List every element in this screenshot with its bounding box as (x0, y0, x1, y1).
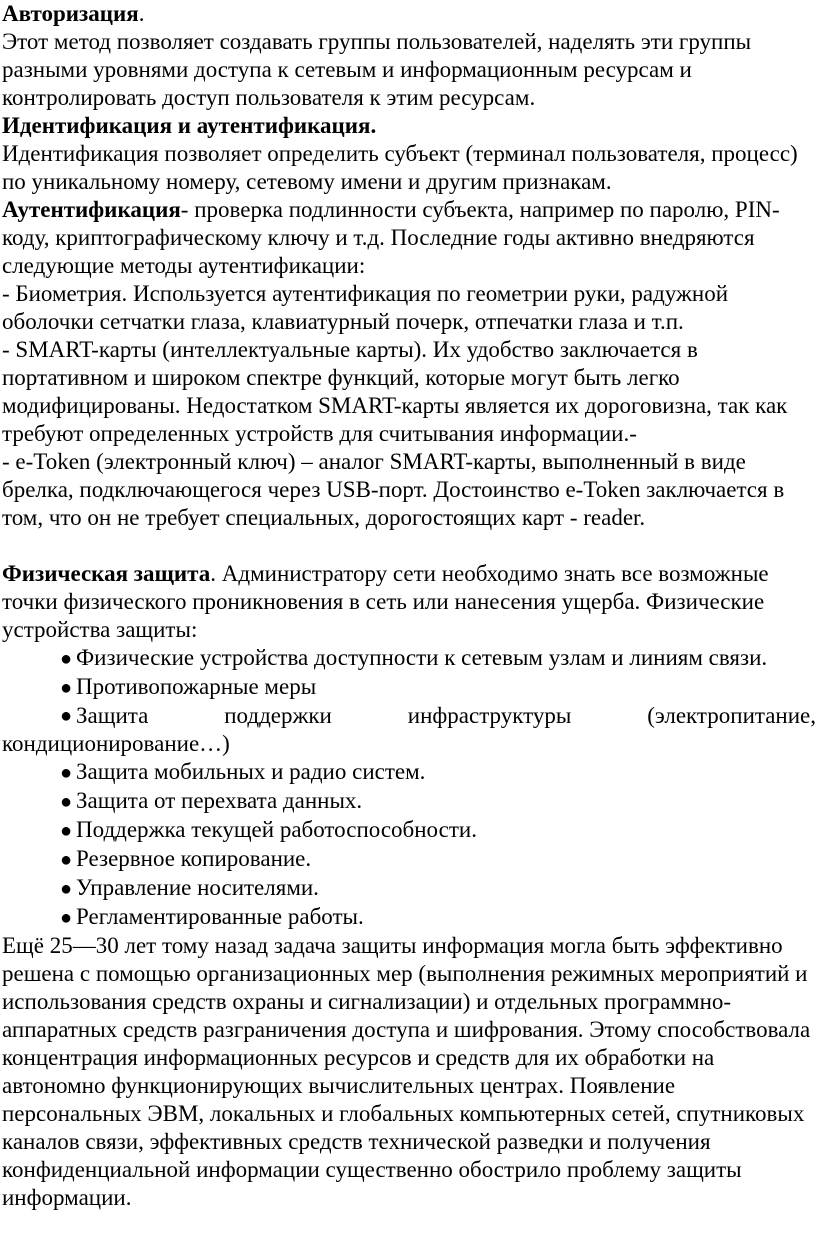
bullet-icon: ● (60, 705, 73, 727)
phys-paragraph (2, 560, 816, 644)
list-item-text: Резервное копирование. (76, 846, 312, 871)
list-item-text: Противопожарные меры (76, 674, 317, 699)
list-item-text: Физические устройства доступности к сетевым узлам и линиям связи. (76, 645, 768, 670)
list-item-infra (2, 702, 816, 730)
ident-heading: Идентификация и аутентификация. (2, 113, 377, 138)
list-item-text: Защита от перехвата данных. (76, 788, 363, 813)
bullet-icon: ● (60, 677, 73, 699)
infra-word: (электропитание, (647, 703, 816, 728)
ident-paragraph: Идентификация позволяет определить субъект (терминал пользователя, процесс) по уникальному номеру, сетевому имени и другим признакам. (2, 141, 798, 194)
blank-line (2, 532, 816, 560)
list-item-text: Защита мобильных и радио систем. (76, 759, 426, 784)
auth-heading-line (2, 0, 816, 28)
list-item (2, 903, 816, 932)
phys-heading: Физическая защита (2, 561, 211, 586)
biometry-item: - Биометрия. Используется аутентификация по геометрии руки, радужной оболочки сетчатки глаза, клавиатурный почерк, отпечатки глаза и т.п. (2, 281, 729, 334)
phys-intro: . Администратору сети необходимо знать все возможные точки физического проникновения в сеть или нанесения ущерба. Физические устройства защиты: (2, 561, 769, 642)
list-item (2, 874, 816, 903)
list-item-text: Поддержка текущей работоспособности. (76, 817, 477, 842)
bullet-icon: ● (60, 878, 73, 900)
list-item (2, 644, 816, 673)
list-item-text: Управление носителями. (76, 875, 319, 900)
bullet-icon: ● (60, 648, 73, 670)
auth-paragraph: Этот метод позволяет создавать группы пользователей, наделять эти группы разными уровнями доступа к сетевым и информационным ресурсам и контролировать доступ пользователя к этим ресурсам. (2, 29, 752, 110)
bullet-icon: ● (60, 820, 73, 842)
auth-heading-suffix: . (138, 1, 145, 26)
auth-heading: Авторизация (2, 1, 139, 26)
history-paragraph: Ещё 25—30 лет тому назад задача защиты информация могла быть эффективно решена с помощью организационных мер (выполнения режимных мероприятий и использования средств охраны и сигнализации) и отдельных программно-аппаратных средств разграничения доступа и шифрования. Этому способствовала концентрация информационных ресурсов и средств для их обработки на автономно функционирующих вычислительных центрах. Появление персональных ЭВМ, локальных и глобальных компьютерных сетей, спутниковых каналов связи, эффективных средств технической разведки и получения конфиденциальной информации существенно обострило проблему защиты информации. (2, 933, 811, 1210)
etoken-item: - e-Token (электронный ключ) – аналог SMART-карты, выполненный в виде брелка, подключающегося через USB-порт. Достоинство e-Token заключается в том, что он не требует специальных, дорогостоящих карт - reader. (2, 449, 785, 530)
phys-list (2, 644, 816, 932)
bullet-icon: ● (60, 791, 73, 813)
authn-paragraph (2, 196, 816, 280)
bullet-icon: ● (60, 907, 73, 929)
authn-term: Аутентификация (2, 197, 181, 222)
list-item (2, 758, 816, 787)
infra-word: поддержки (224, 703, 332, 728)
list-item (2, 845, 816, 874)
infra-continuation: кондиционирование…) (2, 731, 230, 756)
bullet-icon: ● (60, 762, 73, 784)
list-item (2, 787, 816, 816)
list-item (2, 673, 816, 702)
bullet-icon: ● (60, 849, 73, 871)
list-item-text: Регламентированные работы. (76, 904, 364, 929)
smart-card-item: - SMART-карты (интеллектуальные карты). Их удобство заключается в портативном и широком спектре функций, которые могут быть легко модифицированы. Недостатком SMART-карты является их дороговизна, так как требуют определенных устройств для считывания информации.- (2, 337, 788, 446)
infra-word: Защита (76, 703, 149, 728)
authn-text: - проверка подлинности субъекта, например по паролю, PIN-коду, криптографическому ключу и т.д. Последние годы активно внедряются следующие методы аутентификации: (2, 197, 780, 278)
list-item (2, 816, 816, 845)
infra-word: инфраструктуры (407, 703, 572, 728)
